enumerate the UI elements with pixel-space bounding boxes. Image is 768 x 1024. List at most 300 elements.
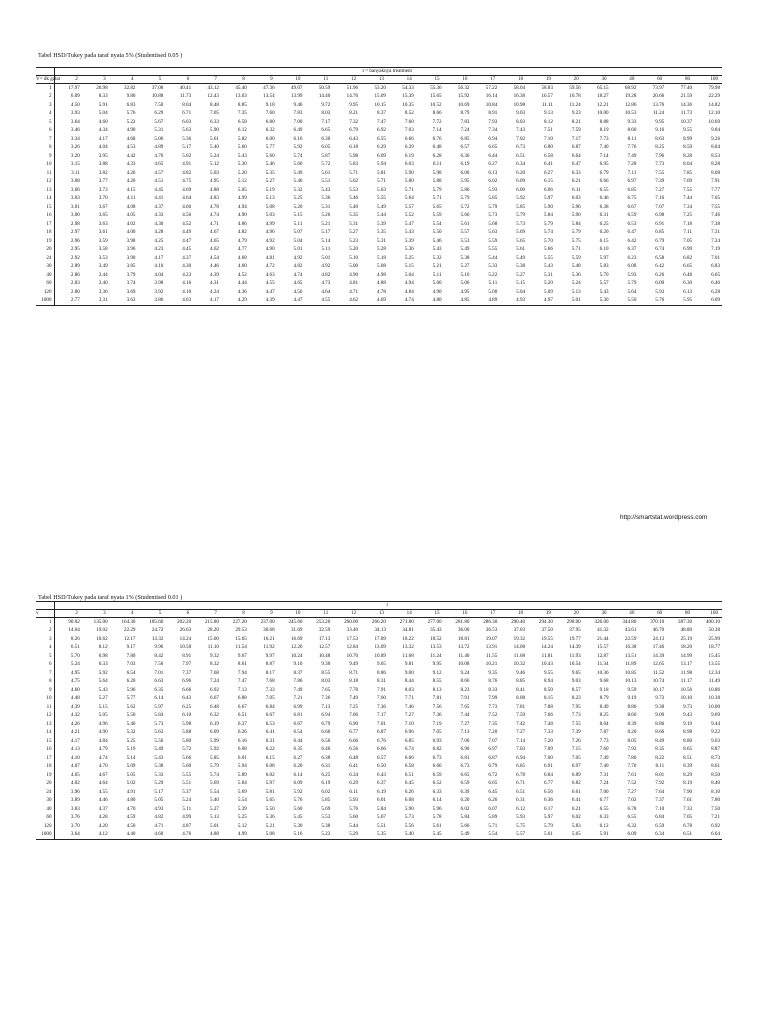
table-cell: 4.30	[182, 263, 192, 270]
table-cell: 4.51	[154, 178, 164, 185]
table-cell: 3.96	[126, 246, 136, 253]
table-cell: 7.14	[599, 152, 609, 159]
table-cell: 5.17	[182, 144, 192, 151]
table-cell: 16.78	[569, 93, 581, 100]
table-cell: 3.58	[98, 246, 108, 253]
table-cell: 11.55	[485, 652, 498, 659]
table-cell: 4.69	[182, 186, 192, 193]
table-cell: 8.20	[627, 729, 637, 736]
table-cell: 4.70	[98, 763, 108, 770]
table-cell: 10.48	[318, 652, 331, 659]
table-cell: 5.44	[377, 212, 386, 219]
table-cell: 7.36	[321, 695, 331, 702]
table-row	[36, 161, 722, 170]
table-cell: 4.82	[154, 814, 164, 821]
column-header: 40	[611, 76, 639, 84]
table-cell: 5.13	[265, 195, 275, 202]
table-cell: 4.68	[237, 254, 247, 261]
table-cell: 4.83	[210, 195, 219, 202]
table-cell: 20.66	[652, 93, 665, 100]
table-cell: 5.04	[293, 237, 303, 244]
table-cell: 5.97	[599, 254, 609, 261]
table-row	[36, 84, 722, 93]
table-cell: 5.93	[349, 797, 359, 804]
table-cell: 7.65	[711, 195, 720, 202]
table-cell: 5.01	[293, 246, 303, 253]
table-cell: 4.77	[237, 246, 247, 253]
table-cell: 5.03	[265, 212, 275, 219]
column-header: 13	[360, 76, 388, 84]
table-cell: 4.30	[154, 220, 164, 227]
table-cell: 8.60	[627, 712, 637, 719]
table-cell: 6.94	[488, 135, 498, 142]
column-header: 7	[193, 610, 221, 618]
table-cell: 7.90	[683, 788, 693, 795]
table-cell: 6.20	[293, 763, 303, 770]
table-cell: 12.43	[207, 93, 219, 100]
table-cell: 6.34	[349, 771, 359, 778]
table-cell: 24.13	[652, 635, 665, 642]
table-cell: 8.85	[516, 678, 526, 685]
table-cell: 7.91	[711, 178, 720, 185]
table-cell: 6.31	[321, 763, 331, 770]
table-cell: 4.12	[82, 831, 110, 840]
table-cell: 5.36	[321, 195, 331, 202]
table-cell: 15.00	[207, 635, 219, 642]
table-cell: 2.98	[70, 220, 80, 227]
table-cell: 8.55	[321, 669, 331, 676]
table-cell: 5.75	[516, 822, 526, 829]
table-cell: 5.49	[293, 169, 303, 176]
table-cell: 5.53	[321, 814, 331, 821]
table-cell: 8.40	[711, 780, 720, 787]
table-cell: 4.00	[126, 229, 136, 236]
table-cell: 8.86	[377, 669, 386, 676]
table-cell: 2.97	[70, 229, 80, 236]
table-cell: 4.37	[154, 203, 164, 210]
table-cell: 7.80	[126, 652, 136, 659]
table-cell: 6.46	[711, 280, 720, 287]
table-cell: 4.74	[98, 754, 108, 761]
table-cell: 7.47	[237, 678, 247, 685]
table-cell: 10.54	[569, 661, 581, 668]
table-cell: 10.85	[624, 669, 637, 676]
table-cell: 5.27	[460, 263, 470, 270]
row-df-label: 40	[36, 805, 54, 814]
table-cell: 13.32	[402, 644, 414, 651]
row-df-label: 11	[36, 703, 54, 712]
table-cell: 6.08	[265, 763, 275, 770]
table-cell: 4.76	[165, 831, 193, 840]
table-cell: 5.38	[154, 763, 164, 770]
table-row	[36, 254, 722, 263]
table-cell: 4.99	[265, 220, 275, 227]
table-cell: 6.66	[432, 763, 442, 770]
table-cell: 4.75	[70, 678, 80, 685]
table-row	[36, 152, 722, 161]
table-cell: 6.22	[265, 746, 275, 753]
table-cell: 6.30	[683, 280, 693, 287]
table-cell: 12.17	[124, 635, 136, 642]
table-cell: 6.12	[516, 805, 526, 812]
table-cell: 5.71	[404, 186, 414, 193]
table-cell: 9.55	[543, 669, 553, 676]
table-cell: 9.03	[711, 737, 720, 744]
table-cell: 19.32	[513, 635, 526, 642]
table-cell: 5.15	[293, 212, 303, 219]
table-cell: 6.28	[711, 288, 720, 295]
table-cell: 7.27	[460, 720, 470, 727]
table-cell: 56.32	[444, 84, 472, 93]
table-cell: 4.92	[321, 263, 331, 270]
table-cell: 12.86	[624, 101, 637, 108]
table-cell: 21.44	[597, 635, 609, 642]
table-cell: 5.45	[293, 814, 303, 821]
table-cell: 3.96	[70, 788, 80, 795]
table-cell: 5.44	[349, 822, 359, 829]
table-cell: 3.89	[70, 797, 80, 804]
table-cell: 6.80	[543, 144, 553, 151]
table-cell: 8.04	[182, 101, 192, 108]
table-cell: 5.23	[349, 237, 359, 244]
table-cell: 9.65	[571, 669, 581, 676]
table-cell: 9.30	[321, 661, 331, 668]
column-header: 2	[54, 76, 82, 84]
table-cell: 7.49	[599, 754, 609, 761]
table-cell: 6.19	[377, 788, 386, 795]
table-cell: 6.01	[377, 797, 386, 804]
table-cell: 5.66	[182, 754, 192, 761]
row-df-label: 15	[36, 203, 54, 212]
table-cell: 5.16	[277, 831, 305, 840]
table-cell: 8.29	[683, 771, 693, 778]
table-cell: 9.03	[516, 110, 526, 117]
table-row	[36, 144, 722, 153]
table-cell: 5.06	[460, 280, 470, 287]
table-row	[36, 627, 722, 636]
table-cell: 5.59	[432, 212, 442, 219]
table-cell: 7.11	[683, 229, 693, 236]
table-cell: 6.35	[154, 686, 164, 693]
table-cell: 7.72	[432, 118, 442, 125]
table-cell: 4.73	[321, 280, 331, 287]
table-cell: 4.70	[126, 805, 136, 812]
table-row	[36, 195, 722, 204]
table-cell: 4.90	[98, 729, 108, 736]
table-cell: 6.08	[627, 263, 637, 270]
table-cell: 5.71	[432, 195, 442, 202]
table-cell: 7.13	[460, 729, 470, 736]
table-cell: 9.10	[293, 661, 303, 668]
table-cell: 46.70	[652, 627, 665, 634]
row-df-label: 24	[36, 788, 54, 797]
table-cell: 7.24	[711, 237, 720, 244]
table-cell: 202.20	[165, 618, 193, 627]
table-cell: 6.56	[349, 746, 359, 753]
table-cell: 5.21	[265, 822, 275, 829]
table-cell: 5.61	[210, 135, 219, 142]
table-cell: 5.24	[210, 152, 219, 159]
table-cell: 36.53	[485, 627, 498, 634]
table-cell: 10.69	[708, 118, 720, 125]
table-cell: 5.17	[154, 788, 164, 795]
table-cell: 12.84	[346, 644, 359, 651]
row-df-label: 2	[36, 93, 54, 102]
table-cell: 7.03	[404, 127, 414, 134]
table-cell: 5.43	[404, 229, 414, 236]
table-cell: 7.19	[711, 246, 720, 253]
table-cell: 5.31	[321, 203, 331, 210]
table-cell: 7.38	[711, 220, 720, 227]
table-cell: 6.92	[377, 127, 386, 134]
table-cell: 8.33	[488, 686, 498, 693]
table-cell: 6.03	[404, 161, 414, 168]
table-cell: 7.03	[126, 661, 136, 668]
table-cell: 37.03	[513, 627, 526, 634]
table-cell: 5.14	[126, 754, 136, 761]
table-cell: 10.21	[485, 661, 498, 668]
table-row	[36, 280, 722, 289]
table-cell: 5.39	[377, 220, 386, 227]
tukey-table-5pct	[36, 67, 722, 306]
table-cell: 3.61	[98, 229, 108, 236]
table-cell: 7.93	[488, 118, 498, 125]
table-cell: 58.04	[499, 84, 527, 93]
table-cell: 9.81	[404, 661, 414, 668]
table-cell: 17.13	[318, 635, 331, 642]
table-cell: 185.60	[137, 618, 165, 627]
table-cell: 7.73	[599, 135, 609, 142]
table-cell: 6.20	[516, 169, 526, 176]
row-df-label: 3	[36, 101, 54, 110]
table-row	[36, 763, 722, 772]
table-cell: 277.00	[416, 618, 444, 627]
table-cell: 6.58	[543, 152, 553, 159]
table-cell: 5.00	[488, 288, 498, 295]
table-cell: 5.04	[98, 110, 108, 117]
row-df-label: 20	[36, 780, 54, 789]
table-cell: 11.24	[430, 652, 442, 659]
table-cell: 3.40	[98, 280, 108, 287]
table-cell: 4.39	[70, 703, 80, 710]
table-cell: 2.89	[70, 263, 80, 270]
table-cell: 5.43	[432, 246, 442, 253]
table-cell: 5.38	[516, 263, 526, 270]
table-cell: 8.03	[404, 686, 414, 693]
table-cell: 4.44	[237, 280, 247, 287]
table-cell: 7.78	[349, 686, 359, 693]
table-cell: 266.20	[360, 618, 388, 627]
table-cell: 6.21	[571, 805, 581, 812]
table-cell: 5.91	[583, 831, 611, 840]
table-cell: 6.66	[599, 178, 609, 185]
table-cell: 5.46	[349, 195, 359, 202]
table-cell: 12.26	[290, 644, 303, 651]
table-cell: 4.39	[210, 271, 219, 278]
table-cell: 6.78	[627, 805, 637, 812]
table-cell: 5.73	[404, 814, 414, 821]
table-cell: 8.08	[516, 695, 526, 702]
table-cell: 6.59	[460, 780, 470, 787]
column-header: 30	[583, 76, 611, 84]
table-cell: 8.17	[265, 669, 275, 676]
header-corner	[36, 68, 54, 76]
table-row	[36, 686, 722, 695]
table-cell: 6.54	[293, 729, 303, 736]
table-cell: 5.71	[488, 822, 498, 829]
column-header: 13	[360, 610, 388, 618]
table-cell: 6.67	[210, 695, 219, 702]
column-header: 80	[666, 610, 694, 618]
table-cell: 12.87	[597, 652, 609, 659]
table-cell: 5.40	[210, 797, 219, 804]
table-cell: 7.27	[627, 788, 637, 795]
table-cell: 10.58	[179, 644, 192, 651]
table-cell: 9.95	[432, 661, 442, 668]
table-cell: 6.66	[182, 686, 192, 693]
row-df-label: 8	[36, 144, 54, 153]
table-cell: 5.49	[516, 254, 526, 261]
table-cell: 5.51	[377, 822, 386, 829]
table-cell: 3.44	[98, 271, 108, 278]
table-cell: 5.70	[599, 271, 609, 278]
column-header: 3	[82, 76, 110, 84]
table-cell: 6.32	[627, 822, 637, 829]
table-cell: 4.52	[237, 271, 247, 278]
table-cell: 6.51	[70, 644, 80, 651]
table-cell: 10.13	[624, 678, 637, 685]
table-cell: 6.31	[599, 212, 609, 219]
table-cell: 6.43	[182, 695, 192, 702]
table-cell: 3.20	[70, 152, 80, 159]
table-cell: 59.56	[555, 84, 583, 93]
table-cell: 58.83	[527, 84, 555, 93]
table-cell: 237.00	[249, 618, 277, 627]
table-cell: 5.76	[126, 110, 136, 117]
table-cell: 7.55	[655, 169, 665, 176]
table-cell: 5.19	[126, 746, 136, 753]
table-cell: 4.53	[126, 144, 136, 151]
table-cell: 6.33	[98, 661, 108, 668]
table-cell: 11.10	[207, 644, 219, 651]
column-header: 9	[249, 610, 277, 618]
table-cell: 7.05	[571, 754, 581, 761]
table-cell: 9.17	[126, 644, 136, 651]
table-cell: 5.31	[154, 127, 164, 134]
table-cell: 6.09	[377, 152, 386, 159]
table-cell: 3.86	[137, 297, 165, 306]
table-cell: 10.10	[680, 695, 693, 702]
table-cell: 4.76	[154, 152, 164, 159]
table-cell: 4.59	[126, 814, 136, 821]
table-cell: 4.17	[98, 135, 108, 142]
table-cell: 8.03	[321, 110, 331, 117]
table-cell: 4.92	[265, 237, 275, 244]
table-cell: 9.00	[404, 669, 414, 676]
column-header: 19	[527, 76, 555, 84]
table-cell: 6.92	[210, 686, 219, 693]
table-cell: 8.01	[655, 771, 665, 778]
table-cell: 5.93	[488, 186, 498, 193]
table-cell: 5.65	[516, 237, 526, 244]
table-cell: 7.00	[599, 788, 609, 795]
table-cell: 8.91	[182, 652, 192, 659]
table-row	[36, 678, 722, 687]
table-cell: 6.79	[655, 237, 665, 244]
table-cell: 43.61	[624, 627, 637, 634]
table-cell: 14.39	[652, 652, 665, 659]
table-cell: 4.50	[126, 822, 136, 829]
table-cell: 12.10	[708, 110, 720, 117]
table-cell: 6.67	[293, 720, 303, 727]
table-cell: 40.41	[165, 84, 193, 93]
row-df-label: 12	[36, 178, 54, 187]
table2-title: Tabel HSD/Tukey pada taraf nyata 1% (Studentised 0.01 )	[38, 594, 183, 601]
table-cell: 15.65	[430, 93, 442, 100]
table-cell: 6.09	[694, 297, 722, 306]
table-cell: 5.30	[237, 161, 247, 168]
table-cell: 26.63	[179, 627, 192, 634]
table-cell: 7.00	[543, 754, 553, 761]
table-cell: 32.59	[318, 627, 331, 634]
table-cell: 5.32	[293, 186, 303, 193]
table-cell: 5.05	[154, 797, 164, 804]
table-cell: 4.85	[444, 297, 472, 306]
table-cell: 7.40	[599, 144, 609, 151]
table-cell: 4.56	[182, 212, 192, 219]
table-cell: 5.67	[377, 814, 386, 821]
table-cell: 10.70	[346, 652, 359, 659]
table-cell: 10.36	[597, 669, 609, 676]
table-cell: 7.05	[683, 814, 693, 821]
table-cell: 6.85	[627, 186, 637, 193]
table-cell: 9.65	[377, 661, 386, 668]
table-cell: 4.78	[210, 203, 219, 210]
table-cell: 5.96	[432, 805, 442, 812]
table-cell: 9.19	[683, 720, 693, 727]
table-cell: 11.92	[263, 644, 275, 651]
table-cell: 387.30	[666, 618, 694, 627]
table-cell: 4.74	[210, 212, 219, 219]
table-cell: 6.78	[516, 771, 526, 778]
table-cell: 5.71	[349, 169, 359, 176]
table-cell: 5.79	[210, 763, 219, 770]
table-cell: 4.55	[265, 280, 275, 287]
header-span-label: t = banyaknya treatment	[54, 68, 722, 76]
table-cell: 14.99	[680, 652, 693, 659]
table-cell: 7.10	[404, 720, 414, 727]
table-cell: 5.88	[182, 729, 192, 736]
table-cell: 5.50	[126, 712, 136, 719]
table-cell: 260.00	[332, 618, 360, 627]
table-cell: 6.82	[683, 254, 693, 261]
table-cell: 7.26	[571, 737, 581, 744]
table-cell: 5.49	[154, 746, 164, 753]
table-cell: 6.02	[321, 788, 331, 795]
table-cell: 50.38	[708, 627, 720, 634]
table-cell: 5.43	[599, 288, 609, 295]
table-row	[36, 110, 722, 119]
table-cell: 7.59	[571, 127, 581, 134]
table-cell: 34.81	[402, 627, 414, 634]
table-cell: 11.89	[625, 661, 637, 668]
table-cell: 7.56	[432, 703, 442, 710]
table-cell: 4.57	[154, 169, 164, 176]
table-cell: 4.82	[182, 169, 192, 176]
table-cell: 5.40	[210, 144, 219, 151]
table-cell: 4.64	[321, 288, 331, 295]
table-cell: 8.49	[599, 703, 609, 710]
